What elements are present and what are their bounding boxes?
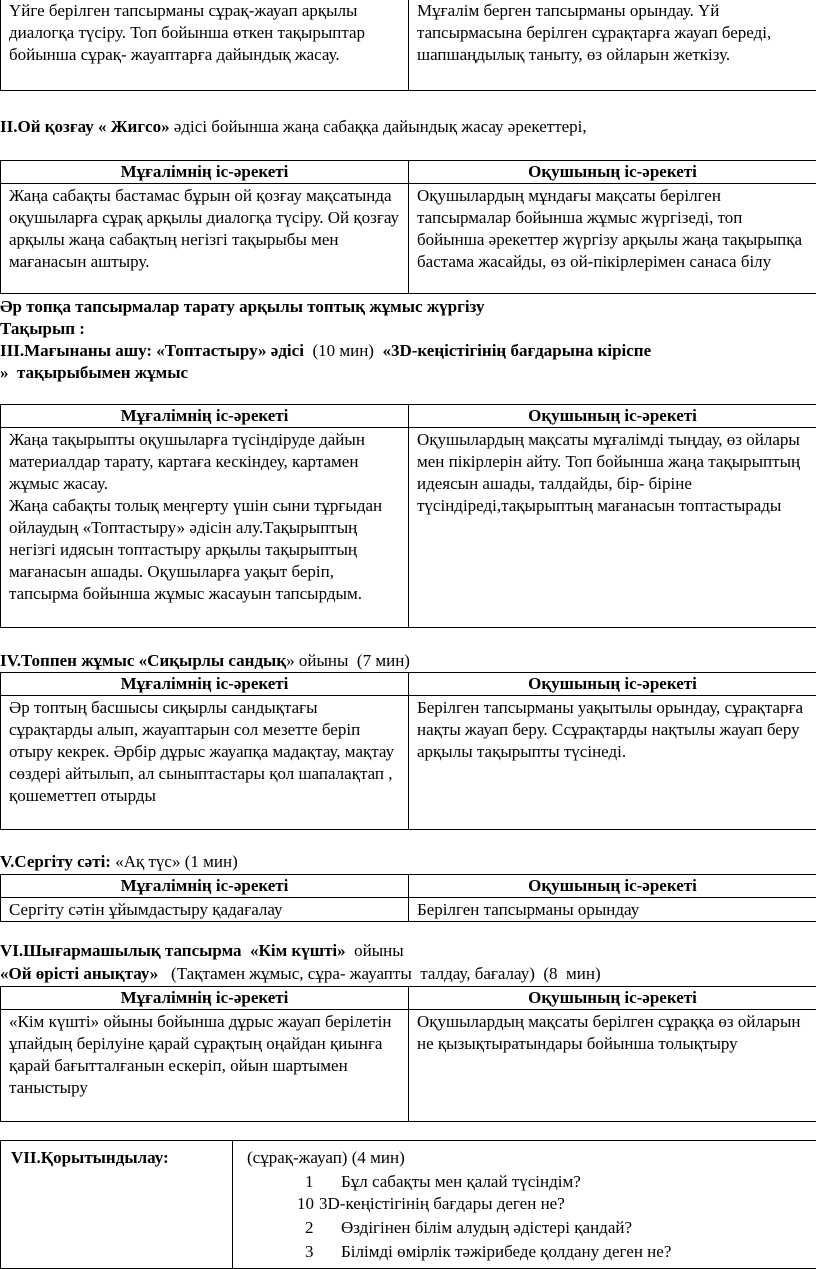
section5-heading-rest: «Ақ түс» (1 мин) (111, 852, 238, 871)
question-text: Өздігінен білім алудың әдістері қандай? (341, 1218, 632, 1237)
section3-heading-bold2: «3D-кеңістігінің бағдарына кіріспе (382, 341, 651, 360)
question-text: 3D-кеңістігінің бағдары деген не? (319, 1194, 565, 1213)
section6-heading-bold2: «Ой өрісті анықтау» (0, 964, 158, 983)
section3-teacher-header: Мұғалімнің іс-әрекеті (1, 405, 409, 428)
question-number: 10 (297, 1193, 319, 1215)
section6-heading (0, 940, 404, 962)
section7-table (0, 1140, 816, 1269)
section6-heading-rest2: (Тақтамен жұмыс, сұра- жауапты талдау, бағалау) (8 мин) (158, 964, 600, 983)
homework-teacher-cell: Үйге берілген тапсырманы сұрақ-жауап арқылы диалогқа түсіру. Топ бойынша өткен тақырыптар бойынша сұрақ- жауаптарға дайындық жасау. (1, 0, 409, 91)
question-item (297, 1193, 565, 1215)
question-item (305, 1171, 581, 1193)
section4-heading-rest: » ойыны (7 мин) (286, 651, 410, 670)
homework-table (0, 0, 816, 91)
section4-teacher-cell: Әр топтың басшысы сиқырлы сандықтағы сұрақтарды алып, жауаптарын сол мезетте беріп отыру кекрек. Әрбір дұрыс жауапқа мадақтау, мақтау сөздері айтылып, ал сыныптастары қол шапалақтап , қошеметтеп отырды (1, 696, 409, 830)
section4-student-header: Оқушының іс-әрекеті (409, 673, 816, 696)
question-number: 1 (305, 1171, 327, 1193)
question-number: 2 (305, 1217, 327, 1239)
section3-heading (0, 340, 651, 362)
section7-heading-cell (1, 1141, 233, 1269)
section6-heading-line2 (0, 963, 601, 985)
section5-student-cell: Берілген тапсырманы орындау (409, 898, 816, 922)
question-list (241, 1169, 808, 1265)
section3-student-cell: Оқушылардың мақсаты мұғалімді тыңдау, өз ойлары мен пікірлерін айту. Топ бойынша жаңа тақырыптың идеясын ашады, талдайды, бір- біріне түсіндіреді,тақырыптың мағанасын топтастырады (409, 428, 816, 628)
section4-heading (0, 650, 410, 672)
section2-student-cell: Оқушылардың мұндағы мақсаты берілген тапсырмалар бойынша жұмыс жүргізеді, топ бойынша әрекеттер жүргізу арқылы жаңа тақырыпқа бастама жасайды, өз ой-пікірлерімен санаса білу (409, 184, 816, 294)
section2-table (0, 160, 816, 294)
homework-student-cell: Мұғалім берген тапсырманы орындау. Үй тапсырмасына берілген сұрақтарға жауап береді, шапшаңдылық таныту, өз ойларын жеткізу. (409, 0, 816, 91)
question-text: Білімді өмірлік тәжірибеде қолдану деген не? (341, 1242, 671, 1261)
topic-line: Тақырып : (0, 318, 85, 340)
section5-table (0, 874, 816, 922)
question-number: 3 (305, 1241, 327, 1263)
section2-student-header: Оқушының іс-әрекеті (409, 161, 816, 184)
section3-heading-bold1: ІІІ.Мағынаны ашу: «Топтастыру» әдісі (0, 341, 304, 360)
section7-content-cell (233, 1141, 816, 1269)
section5-teacher-cell: Сергіту сәтін ұйымдастыру қадағалау (1, 898, 409, 922)
section6-heading-bold1: VІ.Шығармашылық тапсырма «Кім күшті» (0, 941, 346, 960)
question-text: Бұл сабақты мен қалай түсіндім? (341, 1172, 581, 1191)
question-item (305, 1241, 671, 1263)
section4-student-cell: Берілген тапсырманы уақытылы орындау, сұрақтарға нақты жауап беру. Ссұрақтарды нақтылы жауап беру арқылы тақырыпты түсінеді. (409, 696, 816, 830)
section7-intro: (сұрақ-жауап) (4 мин) (241, 1147, 808, 1169)
section3-student-header: Оқушының іс-әрекеті (409, 405, 816, 428)
section5-heading (0, 851, 238, 873)
section6-table (0, 986, 816, 1122)
section3-teacher-cell: Жаңа тақырыпты оқушыларға түсіндіруде дайын материалдар тарату, картаға кескіндеу, картамен жұмыс жасау. Жаңа сабақты толық меңгерту үшін сыни тұрғыдан ойлаудың «Топтастыру» әдісін алу.Тақырыптың негізгі идясын топтастыру арқылы тақырыптың мағанасын ашады. Оқушыларға уақыт беріп, тапсырма бойынша жұмыс жасауын тапсырдым. (1, 428, 409, 628)
question-item (305, 1217, 632, 1239)
section2-heading-rest: әдісі бойынша жаңа сабаққа дайындық жасау әрекеттері, (170, 117, 587, 136)
section6-heading-rest1: ойыны (346, 941, 404, 960)
section5-student-header: Оқушының іс-әрекеті (409, 875, 816, 898)
section6-teacher-header: Мұғалімнің іс-әрекеті (1, 987, 409, 1010)
section4-teacher-header: Мұғалімнің іс-әрекеті (1, 673, 409, 696)
section4-table (0, 672, 816, 830)
section3-table (0, 404, 816, 628)
section3-heading-line2: » тақырыбымен жұмыс (0, 362, 188, 384)
section2-heading (0, 116, 587, 138)
section2-teacher-cell: Жаңа сабақты бастамас бұрын ой қозғау мақсатында оқушыларға сұрақ арқылы диалогқа түсіру. Ой қозғау арқылы жаңа сабақтың негізгі тақырыбы мен мағанасын аштыру. (1, 184, 409, 294)
section4-heading-bold: IV.Топпен жұмыс «Сиқырлы сандық (0, 651, 286, 670)
section5-teacher-header: Мұғалімнің іс-әрекеті (1, 875, 409, 898)
section6-teacher-cell: «Кім күшті» ойыны бойынша дұрыс жауап берілетін ұпайдың берілуіне қарай сұрақтың оңайдан қиынға қарай бағытталғанын ескеріп, ойын шартымен таныстыру (1, 1010, 409, 1122)
section3-heading-time: (10 мин) (304, 341, 383, 360)
group-work-line: Әр топқа тапсырмалар тарату арқылы топтық жұмыс жүргізу (0, 296, 485, 318)
section6-student-cell: Оқушылардың мақсаты берілген сұраққа өз ойларын не қызықтыратындары бойынша толықтыру (409, 1010, 816, 1122)
section2-heading-bold: ІІ.Ой қозғау « Жигсо» (0, 117, 170, 136)
section2-teacher-header: Мұғалімнің іс-әрекеті (1, 161, 409, 184)
section5-heading-bold: V.Сергіту сәті: (0, 852, 111, 871)
section6-student-header: Оқушының іс-әрекеті (409, 987, 816, 1010)
section7-heading: VІІ.Қорытындылау: (11, 1148, 169, 1167)
